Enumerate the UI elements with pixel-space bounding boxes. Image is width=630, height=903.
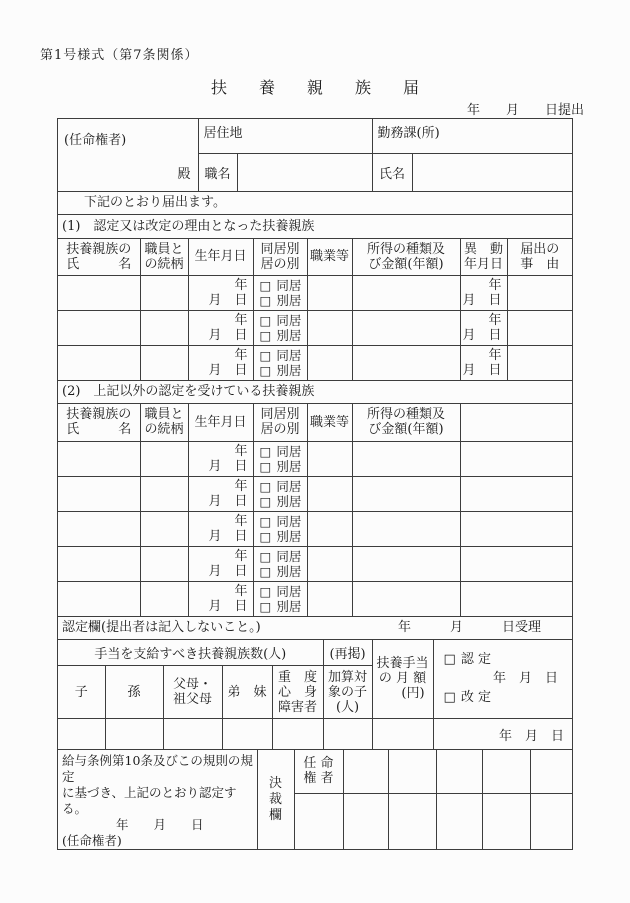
header-table bbox=[58, 119, 572, 192]
form-number: 第1号様式（第7条関係） bbox=[40, 48, 199, 63]
income-input-cell[interactable] bbox=[352, 546, 460, 581]
relation-input-cell[interactable] bbox=[140, 311, 188, 346]
seal-cell[interactable] bbox=[343, 750, 388, 793]
name-input-cell[interactable] bbox=[58, 476, 140, 511]
living-cell bbox=[253, 441, 307, 476]
dokyo-label: 同居 bbox=[276, 583, 302, 599]
dokyo-label: 同居 bbox=[276, 478, 302, 494]
relation-input-cell[interactable] bbox=[140, 276, 188, 311]
living-cell bbox=[253, 311, 307, 346]
dokyo-checkbox[interactable]: □ bbox=[259, 278, 272, 293]
birthdate-cell[interactable] bbox=[188, 581, 253, 616]
col-header-income: 所得の種類及 び金額(年額) bbox=[352, 404, 460, 441]
dokyo-label: 同居 bbox=[276, 348, 302, 363]
relation-input-cell[interactable] bbox=[140, 511, 188, 546]
nintei-label: 認 定 bbox=[460, 652, 491, 668]
blank-input-cell[interactable] bbox=[460, 546, 572, 581]
birthdate-cell[interactable] bbox=[188, 311, 253, 346]
seal-cell[interactable] bbox=[343, 793, 388, 849]
col-header-living: 同居別 居の別 bbox=[253, 239, 307, 276]
bekkyo-checkbox[interactable]: □ bbox=[259, 458, 272, 474]
occupation-input-cell[interactable] bbox=[307, 546, 352, 581]
bekkyo-checkbox[interactable]: □ bbox=[259, 528, 272, 544]
col-header-addition: 加算対 象の子 (人) bbox=[323, 666, 372, 719]
addition-count-cell[interactable] bbox=[323, 719, 372, 750]
month-day-label: 月 日 bbox=[208, 493, 248, 509]
name-input-cell[interactable] bbox=[58, 511, 140, 546]
year-label: 年 bbox=[488, 278, 502, 293]
occupation-input-cell[interactable] bbox=[307, 511, 352, 546]
col-header-relation: 職員と の続柄 bbox=[140, 404, 188, 441]
name-input-cell[interactable] bbox=[58, 346, 140, 381]
approval-note-row bbox=[58, 617, 572, 640]
grandchild-count-cell[interactable] bbox=[105, 719, 163, 750]
living-cell bbox=[253, 346, 307, 381]
col-header-occupation: 職業等 bbox=[307, 239, 352, 276]
month-day-label: 月 日 bbox=[462, 328, 502, 343]
reason-input-cell[interactable] bbox=[507, 346, 572, 381]
birthdate-cell[interactable] bbox=[188, 276, 253, 311]
income-input-cell[interactable] bbox=[352, 346, 460, 381]
notice-text: 下記のとおり届出ます。 bbox=[84, 194, 226, 210]
date-cell[interactable] bbox=[433, 719, 572, 750]
date-label: 年 月 日 bbox=[499, 728, 565, 744]
seal-cell[interactable] bbox=[436, 750, 482, 793]
dokyo-checkbox[interactable]: □ bbox=[259, 478, 272, 494]
approval-decision-cell bbox=[433, 640, 572, 719]
kaitei-checkbox[interactable]: □ bbox=[443, 690, 456, 706]
job-title-field[interactable] bbox=[237, 153, 372, 191]
form-body bbox=[57, 118, 573, 850]
dependent-row bbox=[58, 276, 572, 311]
seal-cell[interactable] bbox=[388, 750, 436, 793]
kaitei-label: 改 定 bbox=[460, 690, 491, 706]
dependent-row bbox=[58, 546, 572, 581]
col-header-living: 同居別 居の別 bbox=[253, 404, 307, 441]
month-day-label: 月 日 bbox=[462, 363, 502, 378]
section1-title: (1) 認定又は改定の理由となった扶養親族 bbox=[62, 218, 315, 234]
child-count-cell[interactable] bbox=[58, 719, 105, 750]
change-date-cell[interactable] bbox=[460, 311, 507, 346]
month-day-label: 月 日 bbox=[208, 328, 248, 343]
bekkyo-label: 別居 bbox=[276, 363, 302, 378]
birthdate-cell[interactable] bbox=[188, 441, 253, 476]
seal-cell[interactable] bbox=[294, 793, 343, 849]
occupation-input-cell[interactable] bbox=[307, 276, 352, 311]
col-header-relation: 職員と の続柄 bbox=[140, 239, 188, 276]
birthdate-cell[interactable] bbox=[188, 346, 253, 381]
income-input-cell[interactable] bbox=[352, 511, 460, 546]
relation-input-cell[interactable] bbox=[140, 546, 188, 581]
name-input-cell[interactable] bbox=[58, 441, 140, 476]
bekkyo-checkbox[interactable]: □ bbox=[259, 328, 272, 343]
reason-input-cell[interactable] bbox=[507, 276, 572, 311]
col-header-name: 扶養親族の 氏 名 bbox=[58, 239, 140, 276]
dokyo-label: 同居 bbox=[276, 548, 302, 564]
birthdate-cell[interactable] bbox=[188, 511, 253, 546]
income-input-cell[interactable] bbox=[352, 276, 460, 311]
dependent-row bbox=[58, 581, 572, 616]
occupation-input-cell[interactable] bbox=[307, 346, 352, 381]
year-label: 年 bbox=[234, 548, 248, 564]
name-input-cell[interactable] bbox=[58, 276, 140, 311]
month-day-label: 月 日 bbox=[208, 598, 248, 614]
income-input-cell[interactable] bbox=[352, 581, 460, 616]
ninmeikensha-label: 任 命 権 者 bbox=[294, 750, 343, 793]
month-day-label: 月 日 bbox=[208, 293, 248, 308]
approval-statement-cell: 給与条例第10条及びこの規則の規定 に基づき、上記のとおり認定する。 年 月 日 (任命権者) bbox=[58, 750, 257, 849]
bekkyo-label: 別居 bbox=[276, 293, 302, 308]
blank-input-cell[interactable] bbox=[460, 581, 572, 616]
year-label: 年 bbox=[234, 313, 248, 328]
occupation-input-cell[interactable] bbox=[307, 476, 352, 511]
relation-input-cell[interactable] bbox=[140, 476, 188, 511]
kessairan-label: 決 裁 欄 bbox=[257, 750, 294, 849]
living-cell bbox=[253, 581, 307, 616]
name-field[interactable] bbox=[412, 153, 572, 191]
occupation-input-cell[interactable] bbox=[307, 441, 352, 476]
col-header-occupation: 職業等 bbox=[307, 404, 352, 441]
relation-input-cell[interactable] bbox=[140, 346, 188, 381]
seal-cell[interactable] bbox=[436, 793, 482, 849]
month-day-label: 月 日 bbox=[208, 563, 248, 579]
col-header-blank bbox=[460, 404, 572, 441]
residence-label: 居住地 bbox=[203, 126, 243, 141]
residence-field[interactable] bbox=[198, 119, 372, 153]
job-title-label: 職名 bbox=[198, 153, 237, 191]
year-label: 年 bbox=[488, 313, 502, 328]
section1-title-row bbox=[58, 215, 572, 239]
year-label: 年 bbox=[234, 443, 248, 459]
birthdate-cell[interactable] bbox=[188, 546, 253, 581]
col-header-siblings: 弟 妹 bbox=[222, 666, 272, 719]
dokyo-checkbox[interactable]: □ bbox=[259, 313, 272, 328]
bekkyo-label: 別居 bbox=[276, 493, 302, 509]
approval-note-label: 認定欄(提出者は記入しないこと。) bbox=[62, 619, 261, 635]
work-section-field[interactable] bbox=[372, 119, 572, 153]
occupation-input-cell[interactable] bbox=[307, 581, 352, 616]
income-input-cell[interactable] bbox=[352, 476, 460, 511]
approval-table bbox=[58, 750, 572, 849]
section2-title-row bbox=[58, 381, 572, 404]
appointer-label: (任命権者) bbox=[64, 133, 127, 148]
col-header-birthdate: 生年月日 bbox=[188, 404, 253, 441]
notice-row bbox=[58, 192, 572, 215]
submit-date-line: 年 月 日提出 bbox=[466, 103, 584, 118]
name-input-cell[interactable] bbox=[58, 546, 140, 581]
dokyo-label: 同居 bbox=[276, 313, 302, 328]
seal-cell[interactable] bbox=[530, 793, 572, 849]
col-header-parents: 父母・ 祖父母 bbox=[163, 666, 222, 719]
col-header-reason: 届出の 事 由 bbox=[507, 239, 572, 276]
bekkyo-checkbox[interactable]: □ bbox=[259, 563, 272, 579]
living-cell bbox=[253, 511, 307, 546]
col-header-grandchild: 孫 bbox=[105, 666, 163, 719]
month-day-label: 月 日 bbox=[208, 458, 248, 474]
dependent-row bbox=[58, 311, 572, 346]
year-label: 年 bbox=[234, 478, 248, 494]
bekkyo-checkbox[interactable]: □ bbox=[259, 493, 272, 509]
relation-input-cell[interactable] bbox=[140, 441, 188, 476]
dokyo-checkbox[interactable]: □ bbox=[259, 348, 272, 363]
section2-title: (2) 上記以外の認定を受けている扶養親族 bbox=[62, 384, 315, 399]
year-label: 年 bbox=[234, 348, 248, 363]
seal-cell[interactable] bbox=[482, 793, 530, 849]
disabled-count-cell[interactable] bbox=[272, 719, 323, 750]
dokyo-checkbox[interactable]: □ bbox=[259, 548, 272, 564]
dependent-row bbox=[58, 476, 572, 511]
dokyo-label: 同居 bbox=[276, 443, 302, 459]
bekkyo-label: 別居 bbox=[276, 563, 302, 579]
appointer-cell[interactable] bbox=[58, 119, 198, 191]
col-header-name: 扶養親族の 氏 名 bbox=[58, 404, 140, 441]
monthly-amount-header: 扶養手当 の 月 額 (円) bbox=[372, 640, 433, 719]
dokyo-checkbox[interactable]: □ bbox=[259, 443, 272, 459]
seal-cell[interactable] bbox=[388, 793, 436, 849]
saikei-header: (再掲) bbox=[323, 640, 372, 666]
receipt-date-label: 年 月 日受理 bbox=[398, 619, 542, 635]
dokyo-checkbox[interactable]: □ bbox=[259, 583, 272, 599]
name-input-cell[interactable] bbox=[58, 311, 140, 346]
relation-input-cell[interactable] bbox=[140, 581, 188, 616]
income-input-cell[interactable] bbox=[352, 311, 460, 346]
decision-date-label: 年 月 日 bbox=[493, 671, 559, 687]
nintei-checkbox[interactable]: □ bbox=[443, 652, 456, 668]
seal-cell[interactable] bbox=[482, 750, 530, 793]
year-label: 年 bbox=[488, 348, 502, 363]
bekkyo-label: 別居 bbox=[276, 328, 302, 343]
month-day-label: 月 日 bbox=[462, 293, 502, 308]
month-day-label: 月 日 bbox=[208, 363, 248, 378]
reason-input-cell[interactable] bbox=[507, 311, 572, 346]
change-date-cell[interactable] bbox=[460, 346, 507, 381]
bekkyo-label: 別居 bbox=[276, 458, 302, 474]
siblings-count-cell[interactable] bbox=[222, 719, 272, 750]
dokyo-checkbox[interactable]: □ bbox=[259, 513, 272, 529]
dependent-row bbox=[58, 441, 572, 476]
allowance-table bbox=[58, 640, 572, 751]
dokyo-label: 同居 bbox=[276, 513, 302, 529]
dependent-row bbox=[58, 511, 572, 546]
dependent-row bbox=[58, 346, 572, 381]
living-cell bbox=[253, 476, 307, 511]
dono-label: 殿 bbox=[177, 166, 191, 182]
year-label: 年 bbox=[234, 583, 248, 599]
seal-cell[interactable] bbox=[530, 750, 572, 793]
month-day-label: 月 日 bbox=[208, 528, 248, 544]
monthly-amount-cell[interactable] bbox=[372, 719, 433, 750]
bekkyo-label: 別居 bbox=[276, 598, 302, 614]
bekkyo-checkbox[interactable]: □ bbox=[259, 363, 272, 378]
occupation-input-cell[interactable] bbox=[307, 311, 352, 346]
bekkyo-checkbox[interactable]: □ bbox=[259, 598, 272, 614]
col-header-change-date: 異 動 年月日 bbox=[460, 239, 507, 276]
page-title: 扶 養 親 族 届 bbox=[210, 78, 419, 97]
blank-input-cell[interactable] bbox=[460, 511, 572, 546]
work-section-label: 勤務課(所) bbox=[377, 126, 440, 141]
name-label: 氏名 bbox=[372, 153, 412, 191]
approval-date-label: 年 月 日 bbox=[116, 817, 204, 832]
year-label: 年 bbox=[234, 513, 248, 529]
col-header-birthdate: 生年月日 bbox=[188, 239, 253, 276]
blank-input-cell[interactable] bbox=[460, 476, 572, 511]
section1-table bbox=[58, 239, 572, 382]
allowance-count-header: 手当を支給すべき扶養親族数(人) bbox=[58, 640, 323, 666]
col-header-child: 子 bbox=[58, 666, 105, 719]
dokyo-label: 同居 bbox=[276, 278, 302, 293]
blank-input-cell[interactable] bbox=[460, 441, 572, 476]
living-cell bbox=[253, 276, 307, 311]
bekkyo-label: 別居 bbox=[276, 528, 302, 544]
col-header-disabled: 重 度 心 身 障害者 bbox=[272, 666, 323, 719]
living-cell bbox=[253, 546, 307, 581]
parents-count-cell[interactable] bbox=[163, 719, 222, 750]
section2-table bbox=[58, 404, 572, 617]
name-input-cell[interactable] bbox=[58, 581, 140, 616]
year-label: 年 bbox=[234, 278, 248, 293]
income-input-cell[interactable] bbox=[352, 441, 460, 476]
col-header-income: 所得の種類及 び金額(年額) bbox=[352, 239, 460, 276]
birthdate-cell[interactable] bbox=[188, 476, 253, 511]
change-date-cell[interactable] bbox=[460, 276, 507, 311]
bekkyo-checkbox[interactable]: □ bbox=[259, 293, 272, 308]
